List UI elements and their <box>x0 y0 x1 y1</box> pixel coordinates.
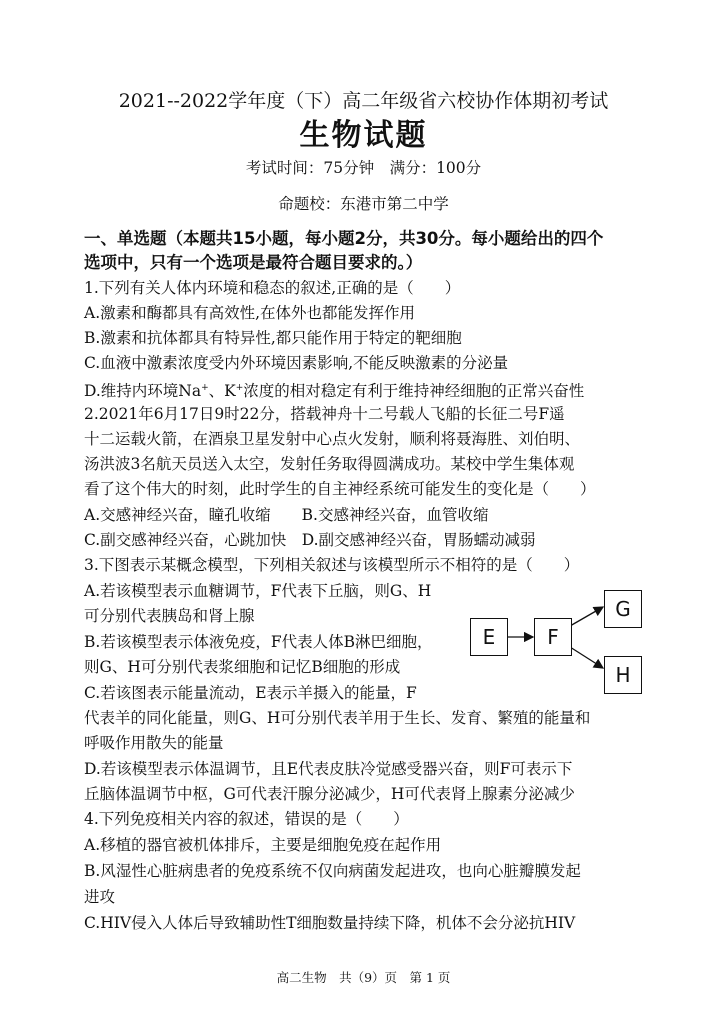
q1-option-d <box>84 377 654 402</box>
subject-title: 生物试题 <box>299 118 428 153</box>
q3-option-c-line2: 代表羊的同化能量，则G、H可分别代表羊用于生长、发育、繁殖的能量和 <box>84 709 591 727</box>
q3-option-d-line2: 丘脑体温调节中枢，G可代表汗腺分泌减少，H可代表肾上腺素分泌减少 <box>84 785 575 803</box>
box-h: H <box>604 656 642 694</box>
q3-option-b-line1: B.若该模型表示体液免疫，F代表人体B淋巴细胞， <box>84 633 433 651</box>
box-e: E <box>470 618 508 656</box>
q4-option-b-line1: B.风湿性心脏病患者的免疫系统不仅向病菌发起进攻，也向心脏瓣膜发起 <box>84 862 581 880</box>
q3-option-a-line2: 可分别代表胰岛和肾上腺 <box>84 607 255 625</box>
q4-option-b-line2: 进攻 <box>84 888 116 906</box>
box-g: G <box>604 590 642 628</box>
q3-option-a-line1: A.若该模型表示血糖调节，F代表下丘脑，则G、H <box>84 582 432 600</box>
q3-stem: 3.下图表示某概念模型，下列相关叙述与该模型所示不相符的是（ ） <box>84 556 580 574</box>
q1-stem: 1.下列有关人体内环境和稳态的叙述,正确的是（ ） <box>84 279 461 297</box>
box-f: F <box>534 618 572 656</box>
q1-option-a: A.激素和酶都具有高效性,在体外也都能发挥作用 <box>84 304 416 322</box>
exam-time-score: 考试时间：75分钟 满分：100分 <box>245 159 482 177</box>
q3-option-c-line3: 呼吸作用散失的能量 <box>84 734 224 752</box>
q4-stem: 4.下列免疫相关内容的叙述，错误的是（ ） <box>84 810 409 828</box>
q1-option-c: C.血液中激素浓度受内外环境因素影响,不能反映激素的分泌量 <box>84 354 509 372</box>
exam-title: 2021--2022学年度（下）高二年级省六校协作体期初考试 <box>118 90 609 112</box>
q2-options-cd: C.副交感神经兴奋，心跳加快 D.副交感神经兴奋，胃肠蠕动减弱 <box>84 531 536 549</box>
q1-option-b: B.激素和抗体都具有特异性,都只能作用于特定的靶细胞 <box>84 329 462 347</box>
section-heading-line2: 选项中，只有一个选项是最符合题目要求的。） <box>84 253 423 272</box>
q1-d-text-post: 浓度的相对稳定有利于维持神经细胞的正常兴奋性 <box>243 382 585 401</box>
q2-line3: 汤洪波3名航天员送入太空，发射任务取得圆满成功。某校中学生集体观 <box>84 455 575 473</box>
q2-line4: 看了这个伟大的时刻，此时学生的自主神经系统可能发生的变化是（ ） <box>84 480 596 498</box>
q2-line2: 十二运载火箭，在酒泉卫星发射中心点火发射，顺利将聂海胜、刘伯明、 <box>84 430 581 448</box>
q2-line1: 2.2021年6月17日9时22分，搭载神舟十二号载人飞船的长征二号F遥 <box>84 405 565 423</box>
q1-d-text-mid: 、K <box>208 382 236 401</box>
q1-d-sup2: + <box>235 383 244 393</box>
q1-d-sup1: + <box>201 383 209 393</box>
q2-options-ab: A.交感神经兴奋，瞳孔收缩 B.交感神经兴奋，血管收缩 <box>84 506 489 524</box>
setter-school: 命题校：东港市第二中学 <box>278 195 449 213</box>
q4-option-a: A.移植的器官被机体排斥，主要是细胞免疫在起作用 <box>84 836 442 854</box>
q3-option-c-line1: C.若该图表示能量流动，E表示羊摄入的能量，F <box>84 684 417 702</box>
q3-option-b-line2: 则G、H可分别代表浆细胞和记忆B细胞的形成 <box>84 658 401 676</box>
page-footer: 高二生物 共（9）页 第 1 页 <box>276 970 451 985</box>
q1-d-text-pre: D.维持内环境Na <box>84 382 202 401</box>
q3-option-d-line1: D.若该模型表示体温调节，且E代表皮肤冷觉感受器兴奋，则F可表示下 <box>84 760 573 778</box>
section-heading-line1: 一、单选题（本题共15小题，每小题2分，共30分。每小题给出的四个 <box>84 229 604 248</box>
q4-option-c: C.HIV侵入人体后导致辅助性T细胞数量持续下降，机体不会分泌抗HIV <box>84 914 576 932</box>
